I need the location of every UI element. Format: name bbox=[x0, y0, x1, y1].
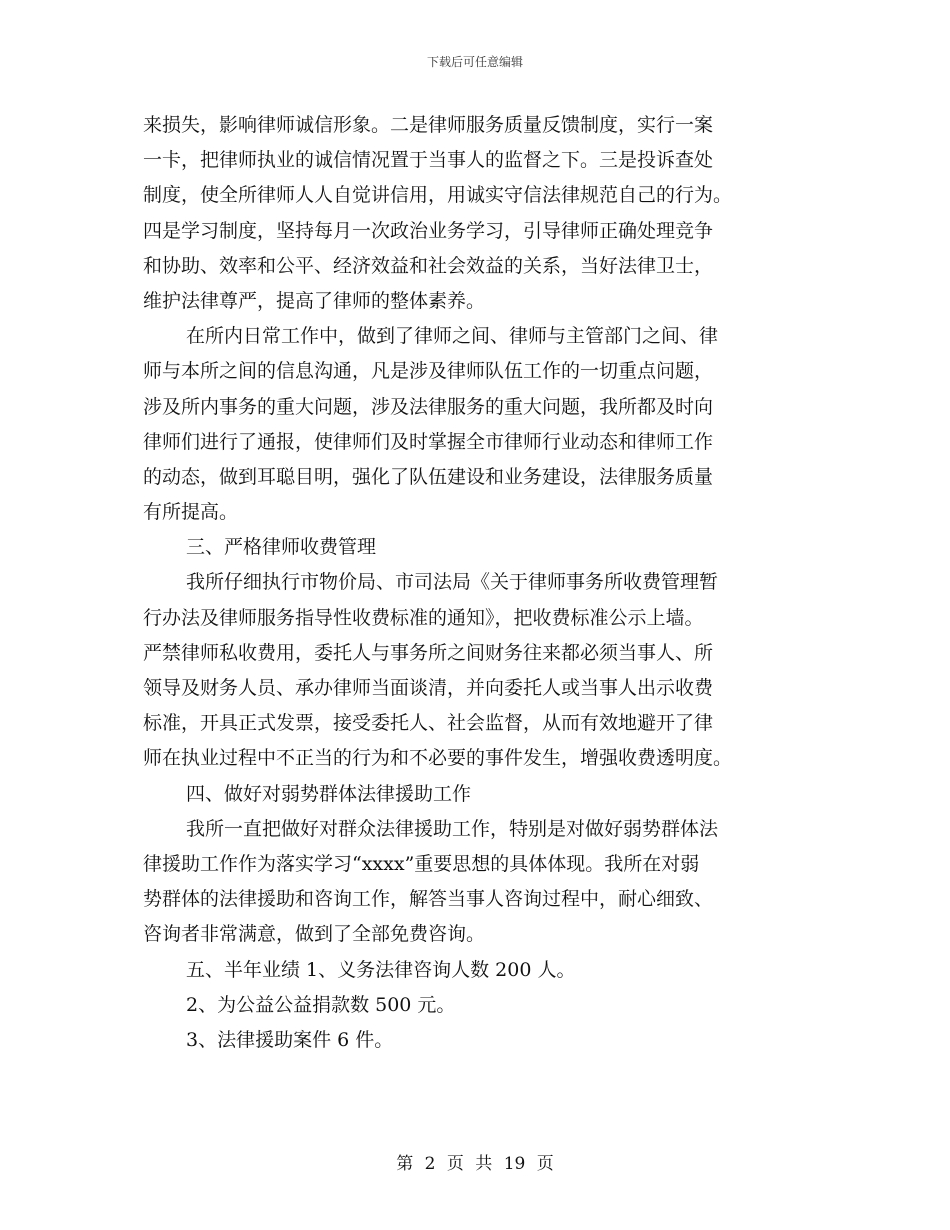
text-line: 咨询者非常满意，做到了全部免费咨询。 bbox=[143, 923, 486, 946]
section-heading: 三、严格律师收费管理 bbox=[186, 536, 377, 559]
text-line: 一卡，把律师执业的诚信情况置于当事人的监督之下。三是投诉查处 bbox=[143, 149, 714, 172]
text-line: 在所内日常工作中，做到了律师之间、律师与主管部门之间、律 bbox=[186, 325, 719, 348]
text-line: 维护法律尊严，提高了律师的整体素养。 bbox=[143, 289, 486, 312]
text-line: 涉及所内事务的重大问题，涉及法律服务的重大问题，我所都及时向 bbox=[143, 395, 714, 418]
text-line: 我所一直把做好对群众法律援助工作，特别是对做好弱势群体法 bbox=[186, 817, 719, 840]
text-line: 严禁律师私收费用，委托人与事务所之间财务往来都必须当事人、所 bbox=[143, 641, 714, 664]
text-line: 势群体的法律援助和咨询工作，解答当事人咨询过程中，耐心细致、 bbox=[143, 888, 714, 911]
text-line: 行办法及律师服务指导性收费标准的通知》，把收费标准公示上墙。 bbox=[143, 606, 704, 629]
section-heading: 四、做好对弱势群体法律援助工作 bbox=[186, 782, 472, 805]
text-line: 领导及财务人员、承办律师当面谈清，并向委托人或当事人出示收费 bbox=[143, 677, 714, 699]
text-line: 标准，开具正式发票，接受委托人、社会监督，从而有效地避开了律 bbox=[143, 712, 714, 735]
text-line: 师与本所之间的信息沟通，凡是涉及律师队伍工作的一切重点问题， bbox=[143, 360, 714, 383]
text-line: 我所仔细执行市物价局、市司法局《关于律师事务所收费管理暂 bbox=[186, 571, 719, 594]
text-line: 师在执业过程中不正当的行为和不必要的事件发生，增强收费透明度。 bbox=[143, 747, 733, 770]
text-line: 3、法律援助案件 6 件。 bbox=[186, 1028, 394, 1051]
text-line: 的动态，做到耳聪目明，强化了队伍建设和业务建设，法律服务质量 bbox=[143, 465, 714, 488]
text-line: 来损失，影响律师诚信形象。二是律师服务质量反馈制度，实行一案 bbox=[143, 114, 714, 136]
document-body bbox=[143, 108, 813, 1058]
text-line: 有所提高。 bbox=[143, 501, 239, 524]
page-header: 下载后可任意编辑 bbox=[426, 55, 523, 69]
text-line: 四是学习制度，坚持每月一次政治业务学习，引导律师正确处理竞争 bbox=[143, 219, 714, 242]
page-number: 第 2 页 共 19 页 bbox=[396, 1154, 554, 1174]
section-heading: 五、半年业绩 1、义务法律咨询人数 200 人。 bbox=[186, 958, 576, 981]
text-line: 制度，使全所律师人人自觉讲信用，用诚实守信法律规范自己的行为。 bbox=[143, 184, 733, 207]
text-line: 2、为公益公益捐款数 500 元。 bbox=[186, 993, 456, 1016]
text-line: 和协助、效率和公平、经济效益和社会效益的关系，当好法律卫士， bbox=[143, 254, 714, 277]
text-line: 律师们进行了通报，使律师们及时掌握全市律师行业动态和律师工作 bbox=[143, 430, 714, 453]
text-line: 律援助工作作为落实学习“xxxx”重要思想的具体体现。我所在对弱 bbox=[143, 852, 700, 875]
